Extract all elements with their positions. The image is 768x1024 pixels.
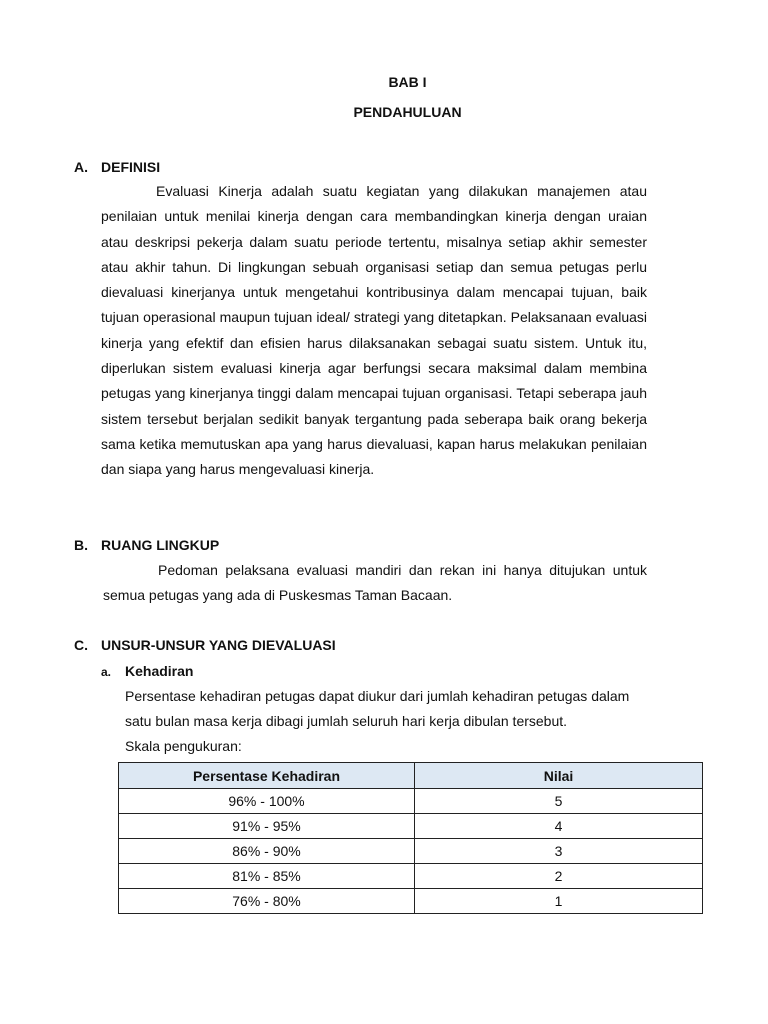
- cell-persentase: 86% - 90%: [119, 839, 415, 864]
- chapter-title: PENDAHULUAN: [353, 104, 462, 120]
- subsection-a-letter: a.: [101, 665, 112, 679]
- table-row: [119, 789, 703, 814]
- kehadiran-line-2: satu bulan masa kerja dibagi jumlah seluruh hari kerja dibulan tersebut.: [125, 713, 568, 729]
- section-b-paragraph: Pedoman pelaksana evaluasi mandiri dan rekan ini hanya ditujukan untuk semua petugas yang ada di Puskesmas Taman Bacaan.: [103, 562, 647, 604]
- subsection-a-heading: [101, 663, 193, 679]
- section-a-letter: A.: [74, 159, 88, 175]
- section-b-letter: B.: [74, 537, 88, 553]
- section-b-title: RUANG LINGKUP: [101, 537, 220, 553]
- section-a-title: DEFINISI: [101, 159, 161, 175]
- table-row: [119, 814, 703, 839]
- cell-persentase: 91% - 95%: [119, 814, 415, 839]
- cell-persentase: 81% - 85%: [119, 864, 415, 889]
- cell-persentase: 76% - 80%: [119, 889, 415, 914]
- cell-nilai: 5: [415, 789, 703, 814]
- section-c-letter: C.: [74, 637, 88, 653]
- cell-nilai: 2: [415, 864, 703, 889]
- table-row: [119, 864, 703, 889]
- attendance-scale-table: [118, 762, 703, 914]
- section-c-title: UNSUR-UNSUR YANG DIEVALUASI: [101, 637, 336, 653]
- cell-nilai: 1: [415, 889, 703, 914]
- header-persentase: Persentase Kehadiran: [119, 763, 415, 789]
- subsection-a-title: Kehadiran: [125, 663, 194, 679]
- section-a-paragraph: Evaluasi Kinerja adalah suatu kegiatan yang dilakukan manajemen atau penilaian untuk menilai kinerja dengan cara membandingkan kinerja dengan uraian atau deskripsi pekerja dalam suatu periode tertentu, misalnya setiap akhir semester atau akhir tahun. Di lingkungan sebuah organisasi setiap dan semua petugas perlu dievaluasi kinerjanya untuk mengetahui kontribusinya dalam mencapai tujuan, baik tujuan operasional maupun tujuan ideal/ strategi yang ditetapkan. Pelaksanaan evaluasi kinerja yang efektif dan efisien harus dilaksanakan sebagai suatu sistem. Untuk itu, diperlukan sistem evaluasi kinerja agar berfungsi secara maksimal dalam membina petugas yang kinerjanya tinggi dalam mencapai tujuan organisasi. Tetapi seberapa jauh sistem tersebut berjalan sedikit banyak tergantung pada seberapa baik orang bekerja sama ketika memutuskan apa yang harus dievaluasi, kapan harus melakukan penilaian dan siapa yang harus mengevaluasi kinerja.: [101, 183, 647, 478]
- table-row: [119, 839, 703, 864]
- table-header-row: [119, 763, 703, 789]
- chapter-number: BAB I: [388, 74, 427, 90]
- cell-nilai: 3: [415, 839, 703, 864]
- table-row: [119, 889, 703, 914]
- header-nilai: Nilai: [415, 763, 703, 789]
- section-c-heading: [74, 637, 336, 653]
- scale-label: Skala pengukuran:: [125, 738, 242, 754]
- section-a-heading: [74, 159, 160, 175]
- kehadiran-line-1: Persentase kehadiran petugas dapat diukur dari jumlah kehadiran petugas dalam: [125, 688, 630, 704]
- section-b-heading: [74, 537, 219, 553]
- cell-persentase: 96% - 100%: [119, 789, 415, 814]
- cell-nilai: 4: [415, 814, 703, 839]
